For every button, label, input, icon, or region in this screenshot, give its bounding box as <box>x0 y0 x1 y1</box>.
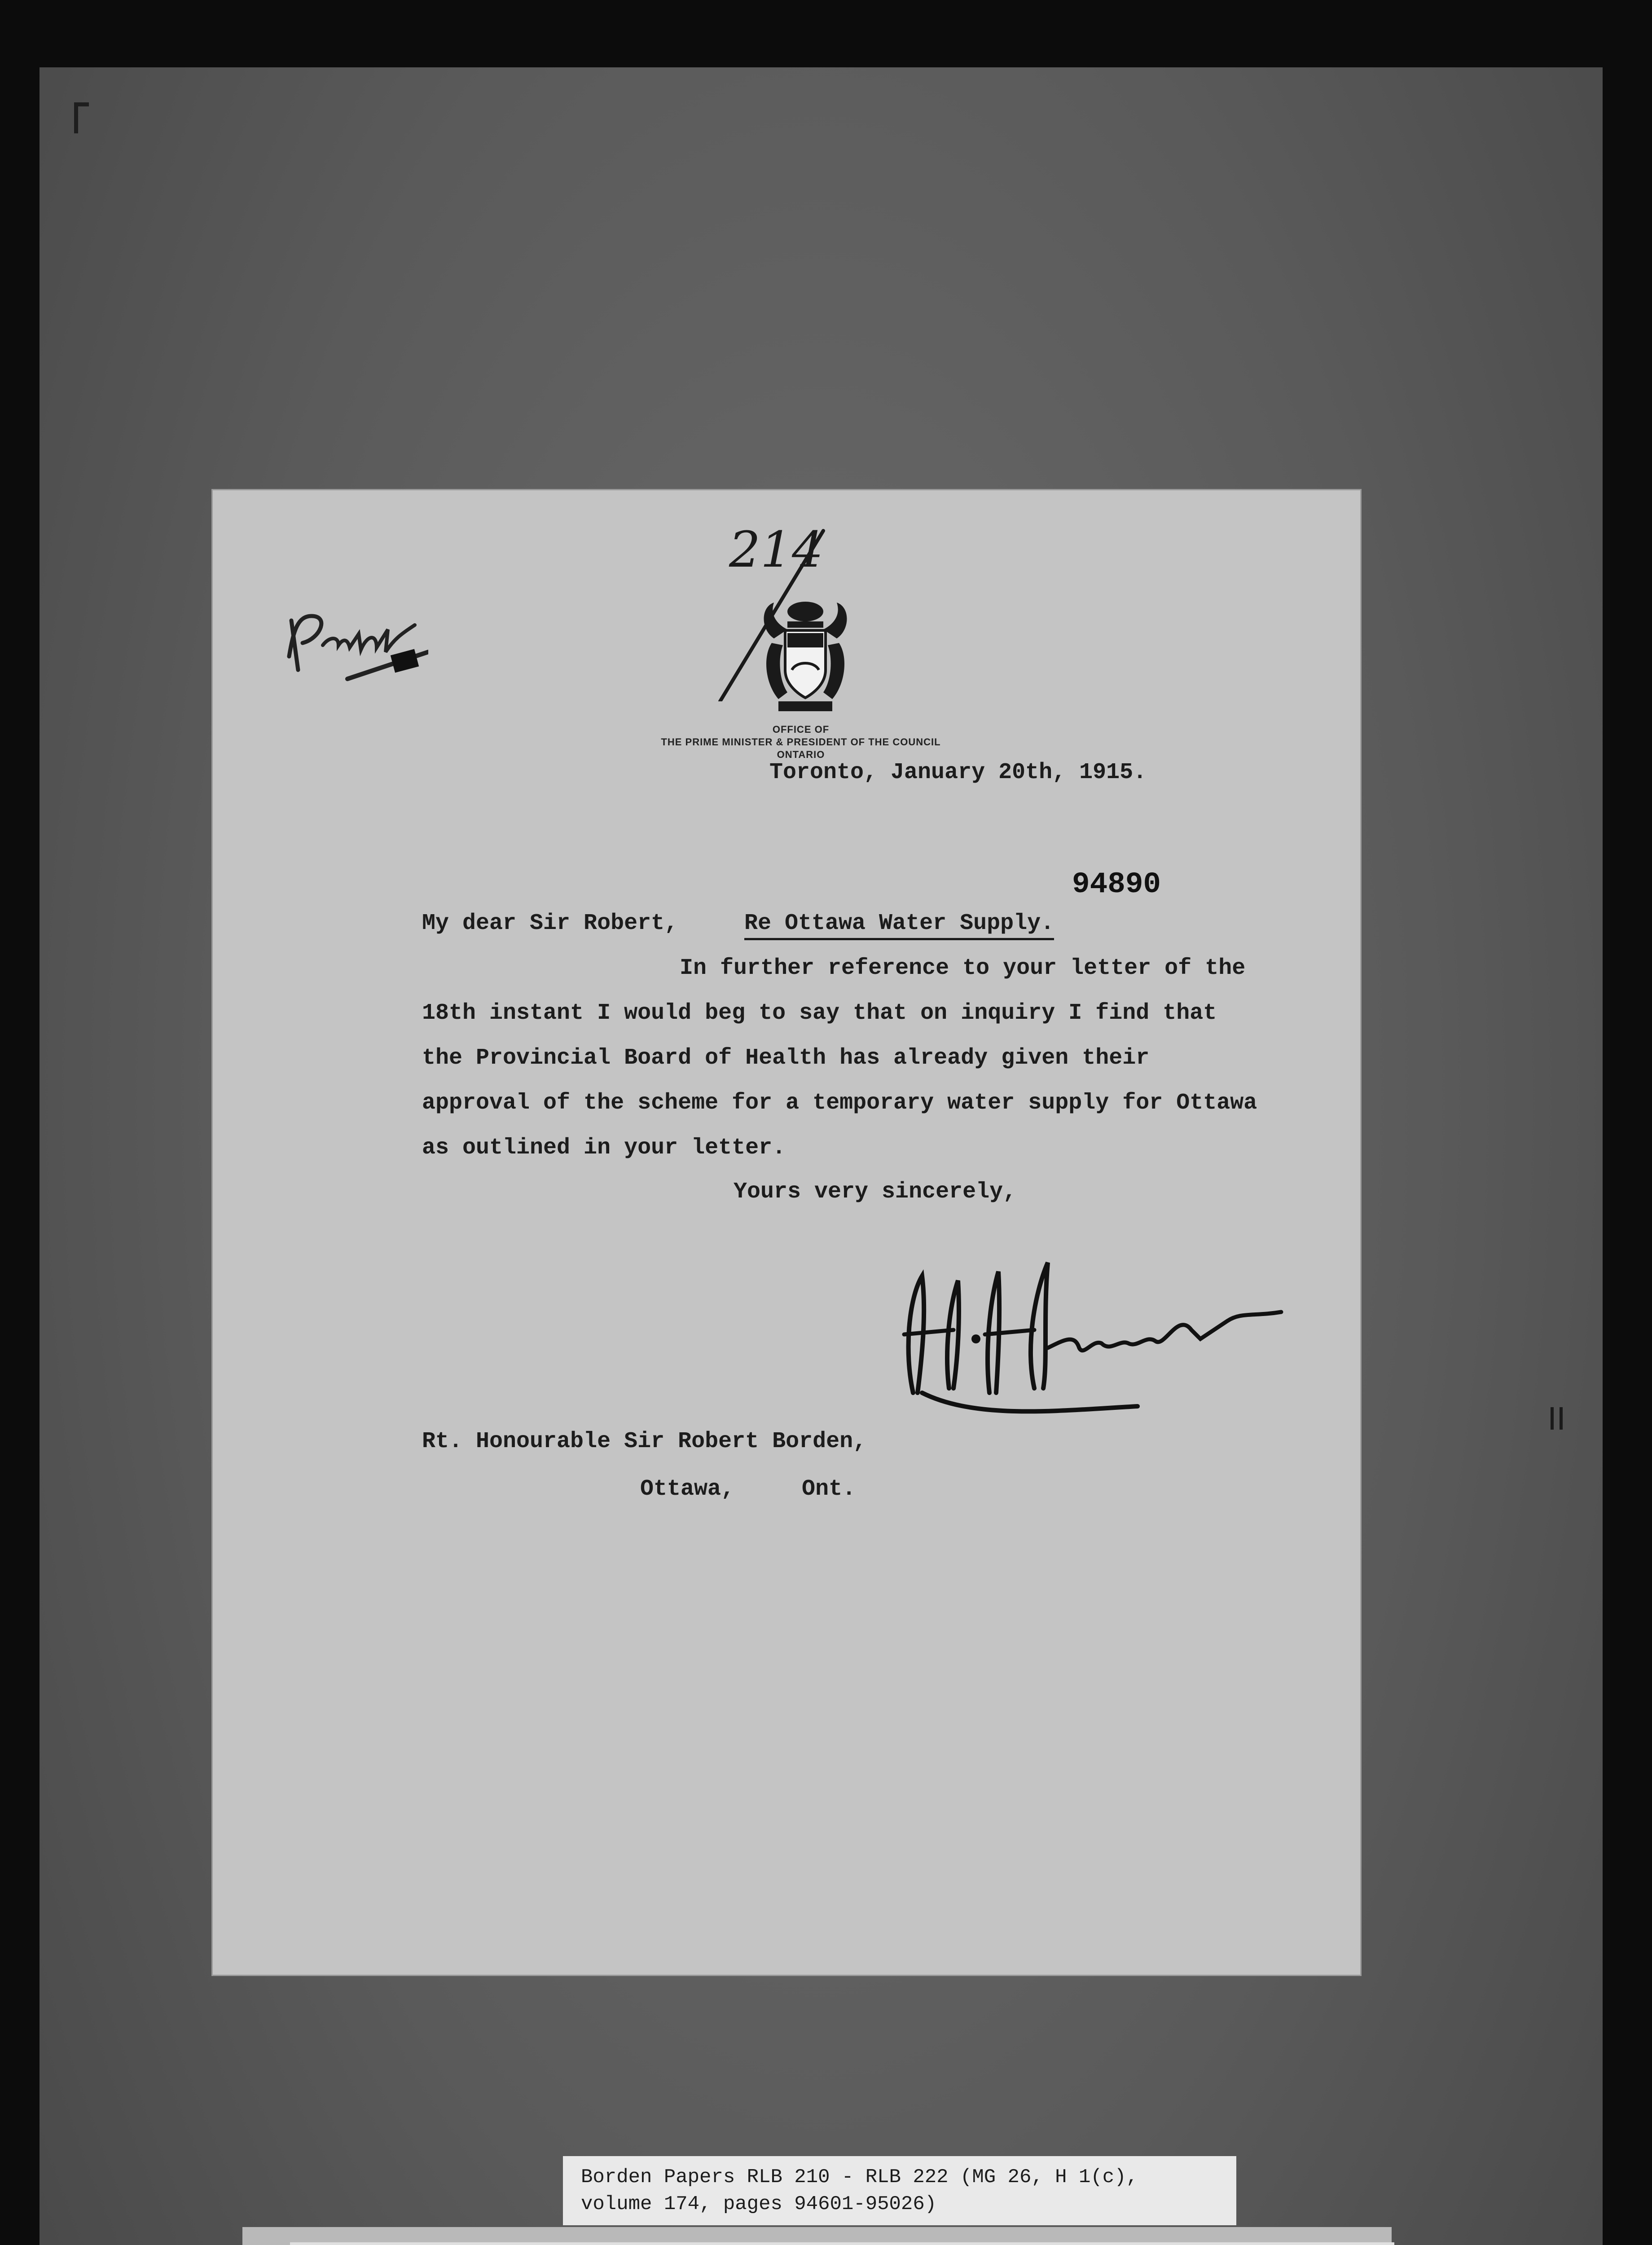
body-line-3: the Provincial Board of Health has already given their <box>422 1045 1150 1071</box>
addressee-city: Ottawa, Ont. <box>640 1476 856 1502</box>
handwritten-number-text: 214 <box>729 521 823 578</box>
letterhead-office-of: OFFICE OF <box>772 724 830 735</box>
caption-slip <box>563 2156 1236 2225</box>
body-line-4: approval of the scheme for a temporary water supply for Ottawa <box>422 1090 1257 1116</box>
archives-card <box>290 2242 1394 2245</box>
letter-page <box>213 490 1360 1975</box>
file-number: 94890 <box>1072 867 1161 901</box>
corner-crop-mark <box>74 102 89 133</box>
edge-marks <box>1549 1405 1567 1432</box>
addressee-name: Rt. Honourable Sir Robert Borden, <box>422 1429 867 1454</box>
handwritten-private-note <box>280 603 428 683</box>
subject-text: Re Ottawa Water Supply. <box>744 911 1054 940</box>
caption-line-2: volume 174, pages 94601-95026) <box>581 2193 937 2215</box>
closing: Yours very sincerely, <box>734 1179 1017 1205</box>
letterhead-province: ONTARIO <box>777 749 825 760</box>
letterhead-office-title: THE PRIME MINISTER & PRESIDENT OF THE COUNCIL <box>661 736 941 748</box>
subject-line <box>744 911 1054 936</box>
place-date: Toronto, January 20th, 1915. <box>769 760 1147 785</box>
body-line-5: as outlined in your letter. <box>422 1135 786 1161</box>
caption-line-1: Borden Papers RLB 210 - RLB 222 (MG 26, H 1(c), <box>581 2166 1138 2188</box>
signature <box>886 1245 1290 1433</box>
body-line-1: In further reference to your letter of the <box>680 955 1246 981</box>
salutation: My dear Sir Robert, <box>422 911 678 936</box>
body-line-2: 18th instant I would beg to say that on inquiry I find that <box>422 1000 1217 1026</box>
ontario-crest-icon <box>743 580 868 724</box>
